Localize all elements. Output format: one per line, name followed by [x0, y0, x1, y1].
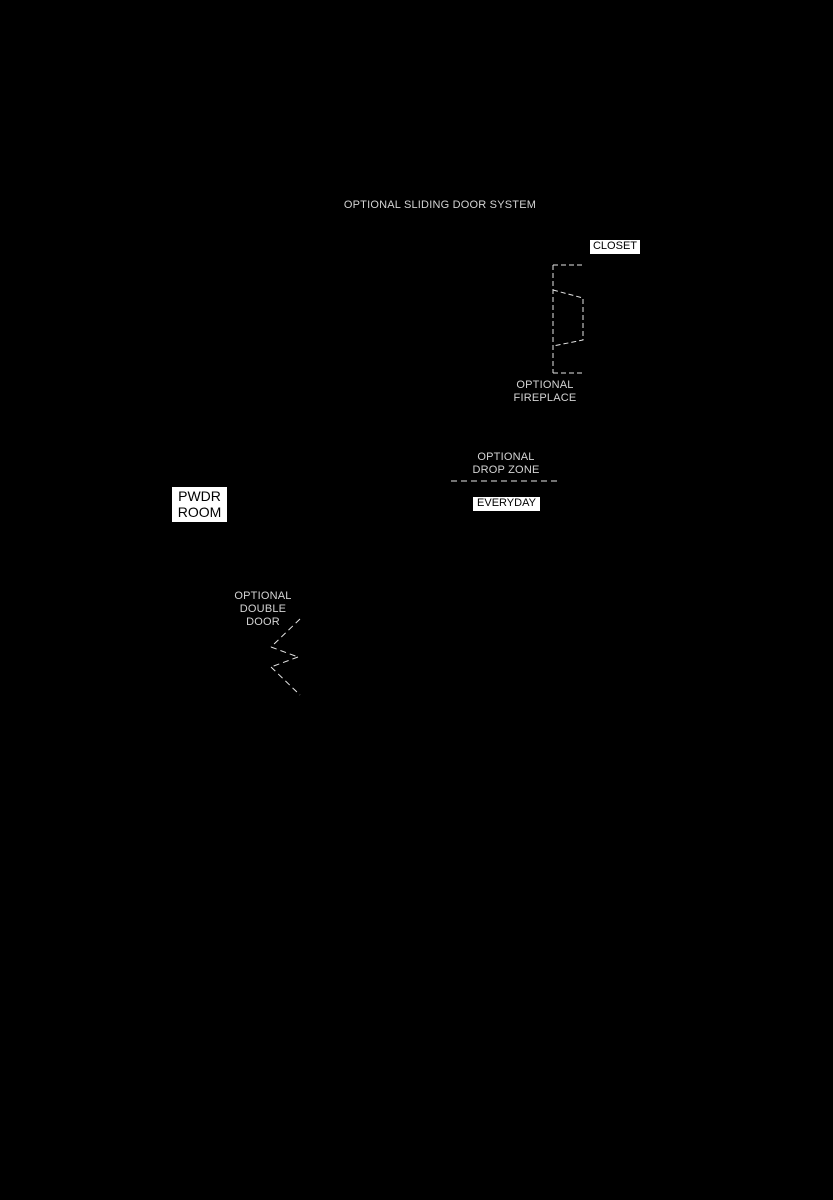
fireplace-note-line2: FIREPLACE — [513, 392, 577, 404]
powder-room-label-box — [172, 487, 227, 522]
sliding-door-label: OPTIONAL SLIDING DOOR SYSTEM — [343, 199, 537, 211]
drop-zone-note — [461, 451, 551, 477]
closet-label-box — [590, 240, 640, 254]
fireplace-note-line1: OPTIONAL — [516, 379, 574, 391]
sliding-door-note — [338, 199, 542, 212]
double-door-note — [223, 590, 303, 629]
closet-label: CLOSET — [592, 240, 637, 252]
powder-room-label-line2: ROOM — [177, 504, 222, 520]
door-leaf-lower-swing — [271, 657, 298, 667]
double-door-note-line1: OPTIONAL — [234, 590, 292, 602]
double-door-note-line2: DOUBLE — [239, 603, 287, 615]
fireplace-firebox — [553, 290, 583, 346]
double-door-note-line3: DOOR — [246, 616, 280, 628]
door-leaf-lower — [271, 667, 300, 695]
fireplace-outline — [553, 265, 584, 373]
double-door-swing — [271, 619, 300, 695]
everyday-label-box — [473, 497, 540, 511]
drop-zone-note-line2: DROP ZONE — [472, 464, 540, 476]
door-leaf-upper-swing — [271, 647, 298, 657]
powder-room-label-line1: PWDR — [178, 488, 221, 504]
fireplace-note — [503, 379, 587, 405]
drop-zone-note-line1: OPTIONAL — [477, 451, 535, 463]
everyday-label: EVERYDAY — [477, 497, 536, 509]
